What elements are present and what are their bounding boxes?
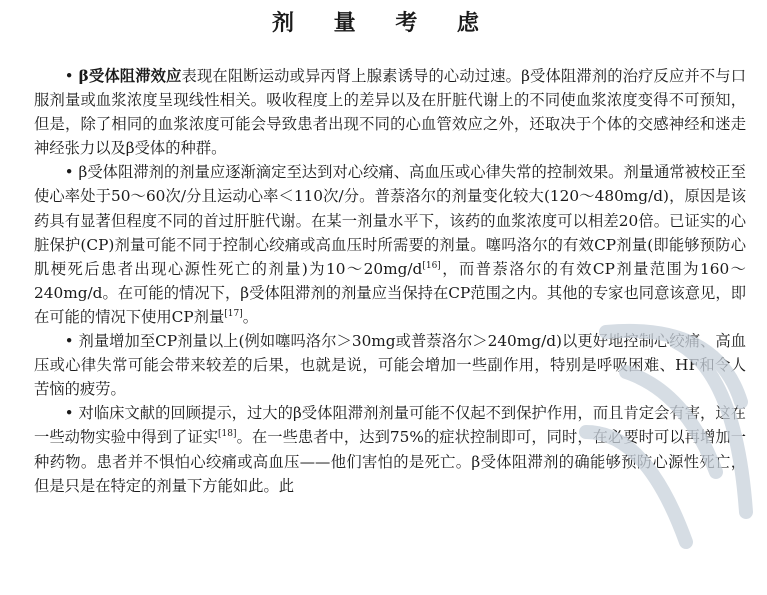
paragraph-text: 对临床文献的回顾提示，过大的β受体阻滞剂剂量可能不仅起不到保护作用，而且肯定会有害，这在一些动物实验中得到了证实 bbox=[34, 404, 746, 447]
paragraph bbox=[34, 329, 746, 401]
paragraph-text: 表现在阻断运动或异丙肾上腺素诱导的心动过速。β受体阻滞剂的治疗反应并不与口服剂量或血浆浓度呈现线性相关。吸收程度上的差异以及在肝脏代谢上的不同使血浆浓度变得不可预知，但是，除了相同的血浆浓度可能会导致患者出现不同的心血管效应之外，还取决于个体的交感神经和迷走神经张力以及β受体的种群。 bbox=[34, 67, 746, 158]
paragraph-text: 。在一些患者中，达到75%的症状控制即可，同时，在必要时可以再增加一种药物。患者并不惧怕心绞痛或高血压——他们害怕的是死亡。β受体阻滞剂的确能够预防心源性死亡，但是只是在特定的剂量下方能如此。此 bbox=[34, 428, 746, 495]
bullet-icon: • bbox=[64, 67, 79, 85]
paragraph-text: 剂量增加至CP剂量以上(例如噻吗洛尔＞30mg或普萘洛尔＞240mg/d)以更好地控制心绞痛、高血压或心律失常可能会带来较差的后果，也就是说，可能会增加一些副作用，特别是呼吸困难、HF和令人苦恼的疲劳。 bbox=[34, 332, 746, 399]
body-text bbox=[34, 64, 746, 498]
bullet-icon: • bbox=[64, 404, 79, 423]
paragraph bbox=[34, 64, 746, 160]
paragraph bbox=[34, 160, 746, 329]
paragraph-lead: β受体阻滞效应 bbox=[78, 67, 182, 85]
paragraph bbox=[34, 401, 746, 497]
bullet-icon: • bbox=[64, 163, 79, 182]
paragraph-text: 。 bbox=[242, 307, 259, 326]
page-title: 剂 量 考 虑 bbox=[272, 10, 495, 36]
paragraph-text: ，而普萘洛尔的有效CP剂量范围为160～240mg/d。在可能的情况下，β受体阻滞剂的剂量应当保持在CP范围之内。其他的专家也同意该意见，即在可能的情况下使用CP剂量 bbox=[34, 259, 746, 326]
bullet-icon: • bbox=[64, 332, 79, 351]
paragraph-text: β受体阻滞剂的剂量应逐渐滴定至达到对心绞痛、高血压或心律失常的控制效果。剂量通常被校正至使心率处于50～60次/分且运动心率＜110次/分。普萘洛尔的剂量变化较大(120～480mg/d)，原因是该药具有显著但程度不同的首过肝脏代谢。在某一剂量水平下，该药的血浆浓度可以相差20倍。已证实的心脏保护(CP)剂量可能不同于控制心绞痛或高血压时所需要的剂量。噻吗洛尔的有效CP剂量(即能够预防心肌梗死后患者出现心源性死亡的剂量)为10～20mg/d bbox=[34, 163, 746, 278]
citation-ref: [17] bbox=[224, 308, 243, 319]
citation-ref: [18] bbox=[218, 429, 237, 440]
citation-ref: [16] bbox=[422, 260, 441, 271]
